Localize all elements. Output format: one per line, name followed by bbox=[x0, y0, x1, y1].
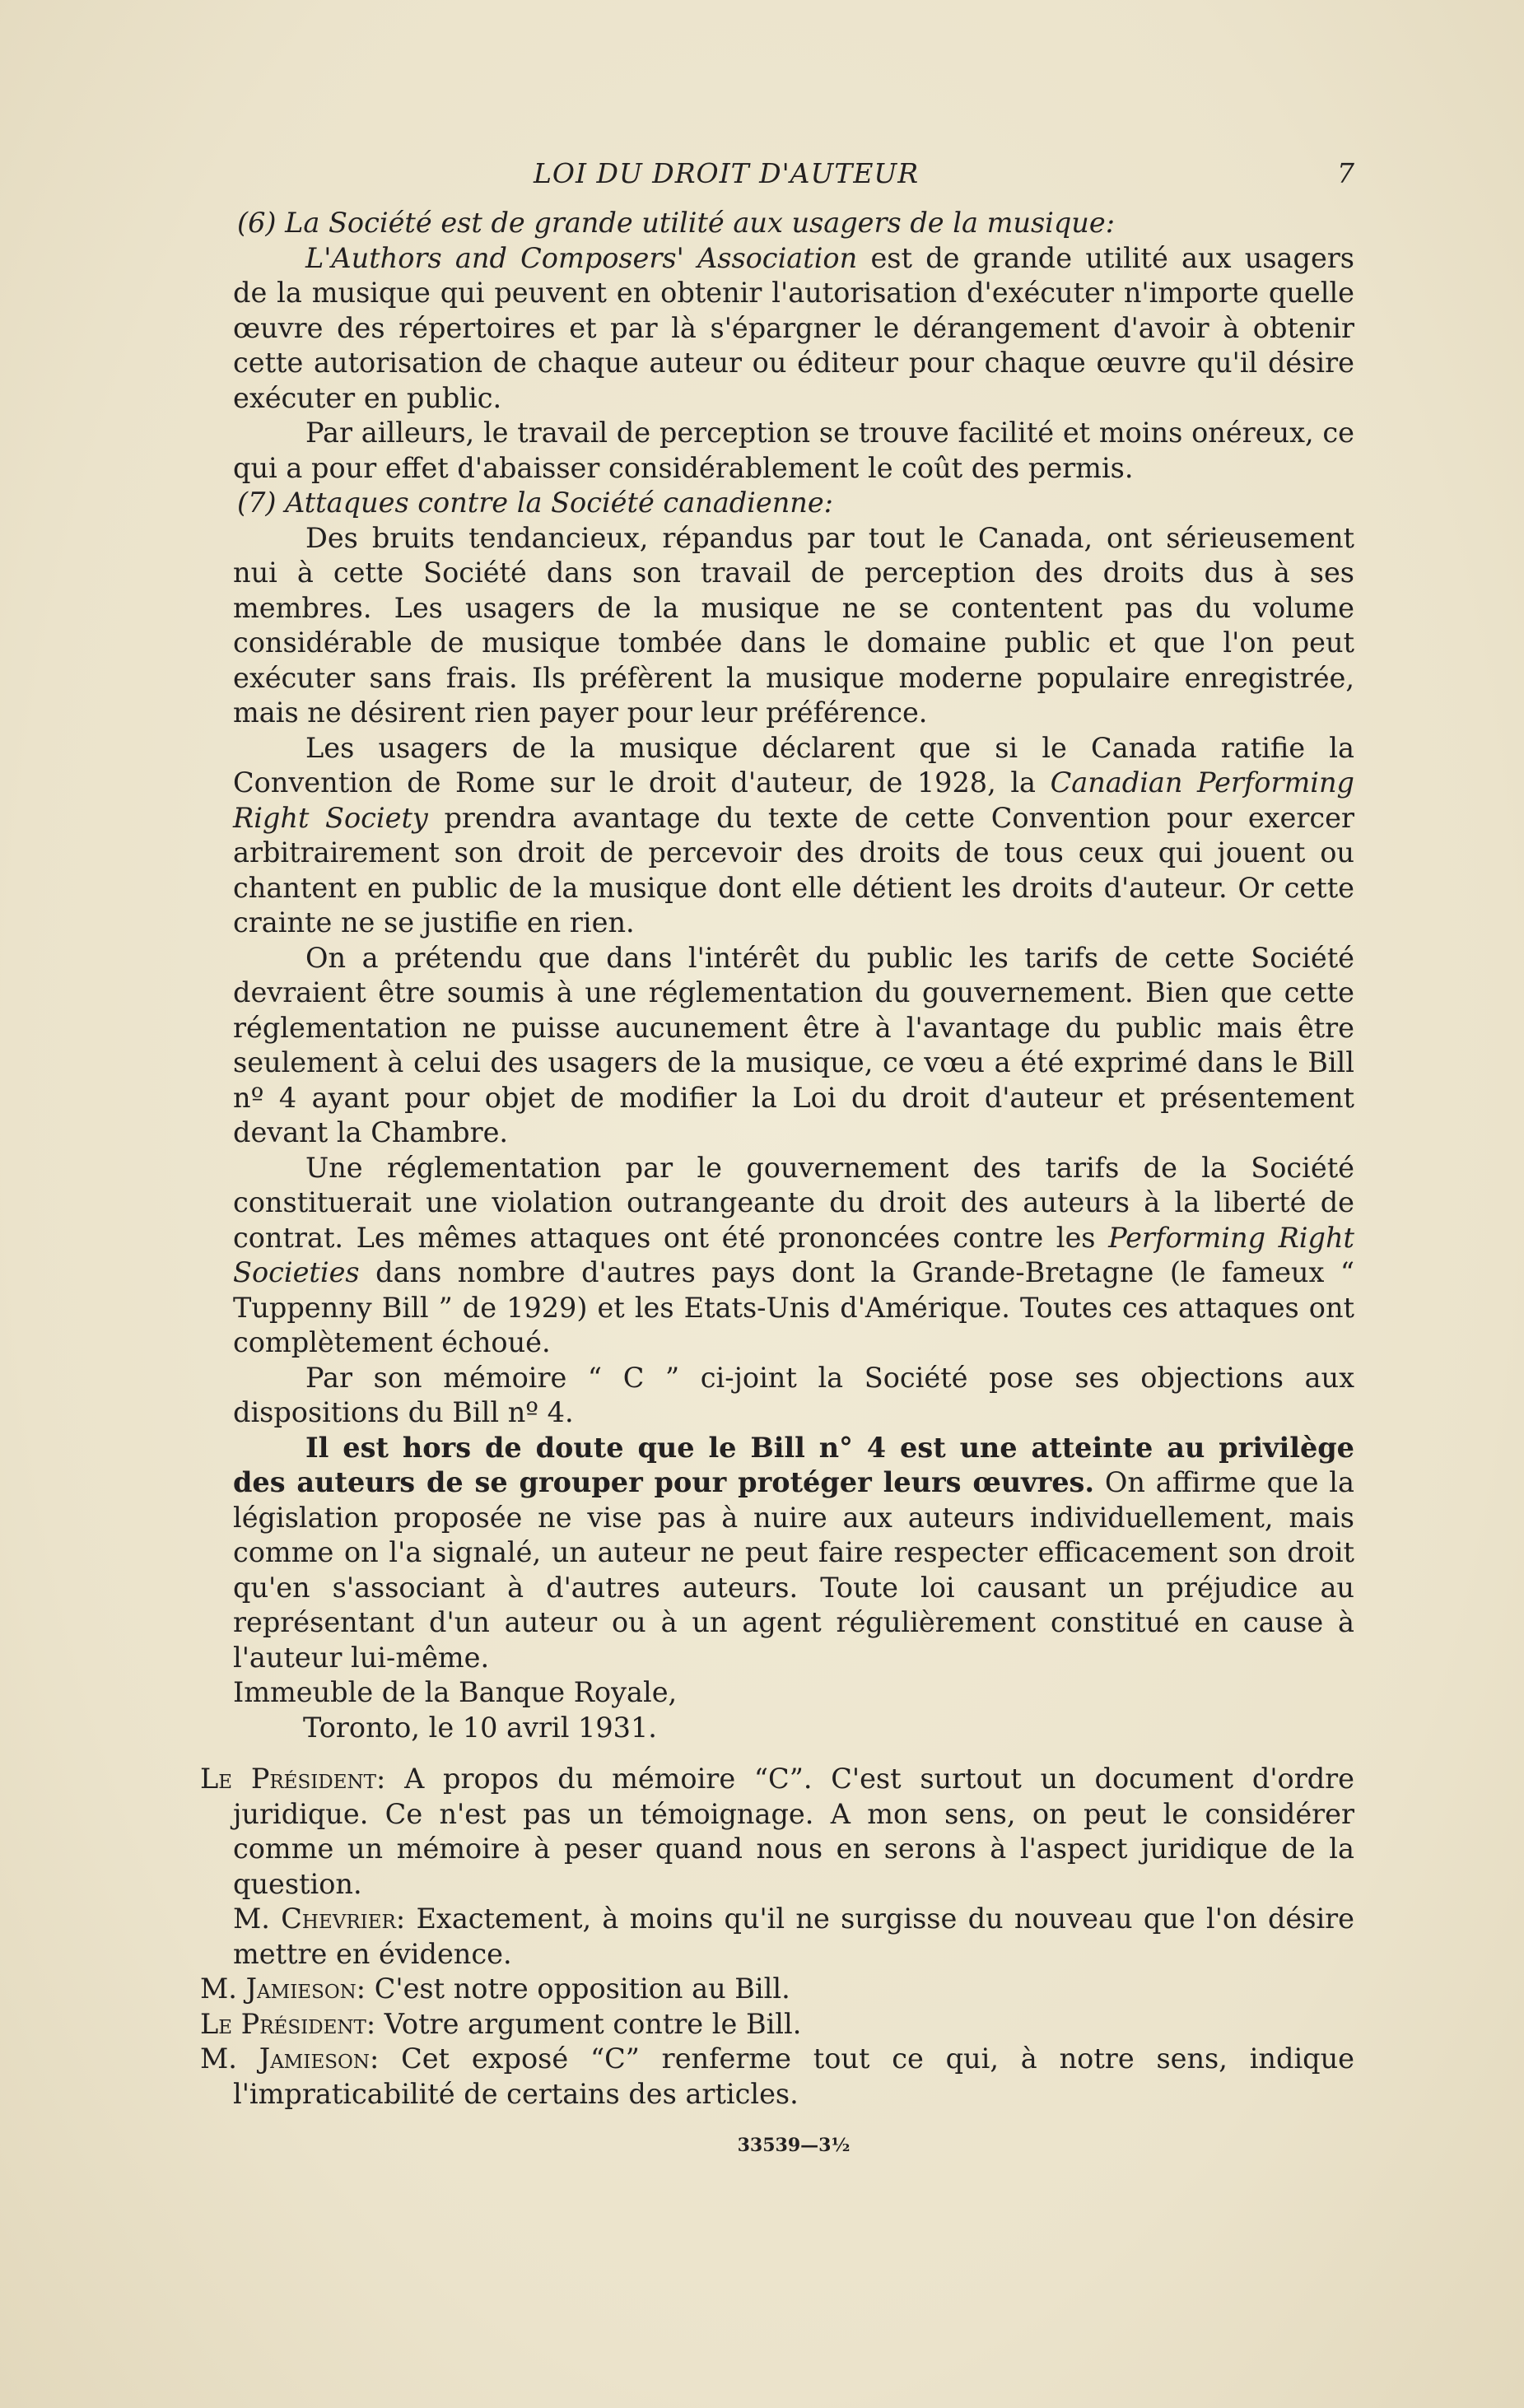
dialogue-line bbox=[200, 2007, 1354, 2042]
society-name: Canadian Performing Right Society bbox=[233, 766, 1354, 834]
speech: A propos du mémoire “C”. C'est surtout un document d'ordre juridique. Ce n'est pas un témoignage. A mon sens, on peut le considérer comme un mémoire à peser quand nous en serons à l'aspect juridique de la question. bbox=[233, 1763, 1354, 1900]
section-6-paragraph-1-text: est de grande utilité aux usagers de la musique qui peuvent en obtenir l'autorisation d'exécuter n'importe quelle œuvre des répertoires et par là s'épargner le dérangement d'avoir à obtenir cette autorisation de chaque auteur ou éditeur pour chaque œuvre qu'il désire exécuter en public. bbox=[233, 241, 1354, 414]
section-7-paragraph-6-text: On affirme que la législation proposée ne vise pas à nuire aux auteurs individuellement, mais comme on l'a signalé, un auteur ne peut faire respecter efficacement son droit qu'en s'associant à d'autres auteurs. Toute loi causant un préjudice au représentant d'un auteur ou à un agent régulièrement constitué en cause à l'auteur lui-même. bbox=[233, 1466, 1354, 1674]
association-name: L'Authors and Composers' Association bbox=[305, 241, 858, 274]
section-7-heading: (7) Attaques contre la Société canadienne: bbox=[237, 487, 833, 519]
running-title: LOI DU DROIT D'AUTEUR bbox=[534, 157, 920, 189]
section-6-paragraph-2: Par ailleurs, le travail de perception se trouve facilité et moins onéreux, ce qui a pour effet d'abaisser considérablement le coût des permis. bbox=[233, 417, 1354, 484]
section-7-paragraph-4 bbox=[233, 1151, 1354, 1361]
section-7-paragraph-2-text-b: prendra avantage du texte de cette Convention pour exercer arbitrairement son droit de percevoir des droits de tous ceux qui jouent ou chantent en public de la musique dont elle détient les droits d'auteur. Or cette crainte ne se justifie en rien. bbox=[233, 801, 1354, 939]
address-line-1: Immeuble de la Banque Royale, bbox=[233, 1676, 678, 1708]
speech: C'est notre opposition au Bill. bbox=[366, 1973, 790, 2005]
page-number: 7 bbox=[1337, 157, 1354, 189]
speaker: M. Jamieson: bbox=[200, 2042, 380, 2075]
section-7-paragraph-4-text-b: dans nombre d'autres pays dont la Grande-Bretagne (le fameux “ Tuppenny Bill ” de 1929) et les Etats-Unis d'Amérique. Toutes ces attaques ont complètement échoué. bbox=[233, 1256, 1354, 1358]
section-7-paragraph-4-text-a: Une réglementation par le gouvernement des tarifs de la Société constituerait une violation outrangeante du droit des auteurs à la liberté de contrat. Les mêmes attaques ont été prononcées contre les bbox=[233, 1151, 1354, 1254]
section-7-paragraph-5: Par son mémoire “ C ” ci-joint la Société pose ses objections aux dispositions du Bill nº 4. bbox=[233, 1361, 1354, 1428]
speaker: M. Chevrier: bbox=[233, 1903, 406, 1935]
section-6-paragraph-1 bbox=[233, 241, 1354, 417]
section-7-paragraph-2-text-a: Les usagers de la musique déclarent que si le Canada ratifie la Convention de Rome sur le droit d'auteur, de 1928, la bbox=[233, 731, 1354, 799]
running-header bbox=[233, 156, 1354, 193]
section-6-heading: (6) La Société est de grande utilité aux usagers de la musique: bbox=[237, 207, 1115, 239]
section-7-paragraph-2 bbox=[233, 731, 1354, 941]
speech: Cet exposé “C” renferme tout ce qui, à notre sens, indique l'impraticabilité de certains des articles. bbox=[233, 2042, 1354, 2110]
speaker: M. Jamieson: bbox=[200, 1973, 366, 2005]
speaker: Le Président: bbox=[200, 2007, 376, 2040]
dialogue-line bbox=[200, 2042, 1354, 2112]
dialogue-line bbox=[233, 1902, 1354, 1972]
section-7-paragraph-6 bbox=[233, 1431, 1354, 1676]
dialogue bbox=[200, 1762, 1355, 2112]
section-7-paragraph-3: On a prétendu que dans l'intérêt du public les tarifs de cette Société devraient être soumis à une réglementation du gouvernement. Bien que cette réglementation ne puisse aucunement être à l'avantage du public mais être seulement à celui des usagers de la musique, ce vœu a été exprimé dans le Bill nº 4 ayant pour objet de modifier la Loi du droit d'auteur et présentement devant la Chambre. bbox=[233, 941, 1354, 1148]
section-7-paragraph-1: Des bruits tendancieux, répandus par tout le Canada, ont sérieusement nui à cette Société dans son travail de perception des droits dus à ses membres. Les usagers de la musique ne se contentent pas du volume considérable de musique tombée dans le domaine public et que l'on peut exécuter sans frais. Ils préfèrent la musique moderne populaire enregistrée, mais ne désirent rien payer pour leur préférence. bbox=[233, 521, 1354, 729]
address-line-2: Toronto, le 10 avril 1931. bbox=[303, 1711, 657, 1744]
printer-signature: 33539—3½ bbox=[737, 2135, 851, 2156]
speech: Exactement, à moins qu'il ne surgisse du nouveau que l'on désire mettre en évidence. bbox=[233, 1903, 1355, 1970]
page-content bbox=[200, 156, 1355, 2163]
bold-statement: Il est hors de doute que le Bill n° 4 est une atteinte au privilège des auteurs de se grouper pour protéger leurs œuvres. bbox=[233, 1431, 1354, 1498]
speech: Votre argument contre le Bill. bbox=[375, 2007, 802, 2040]
dialogue-line bbox=[200, 1972, 1354, 2007]
dialogue-line bbox=[200, 1762, 1354, 1902]
societies-name: Performing Right Societies bbox=[233, 1221, 1354, 1288]
speaker: Le Président: bbox=[200, 1763, 386, 1795]
